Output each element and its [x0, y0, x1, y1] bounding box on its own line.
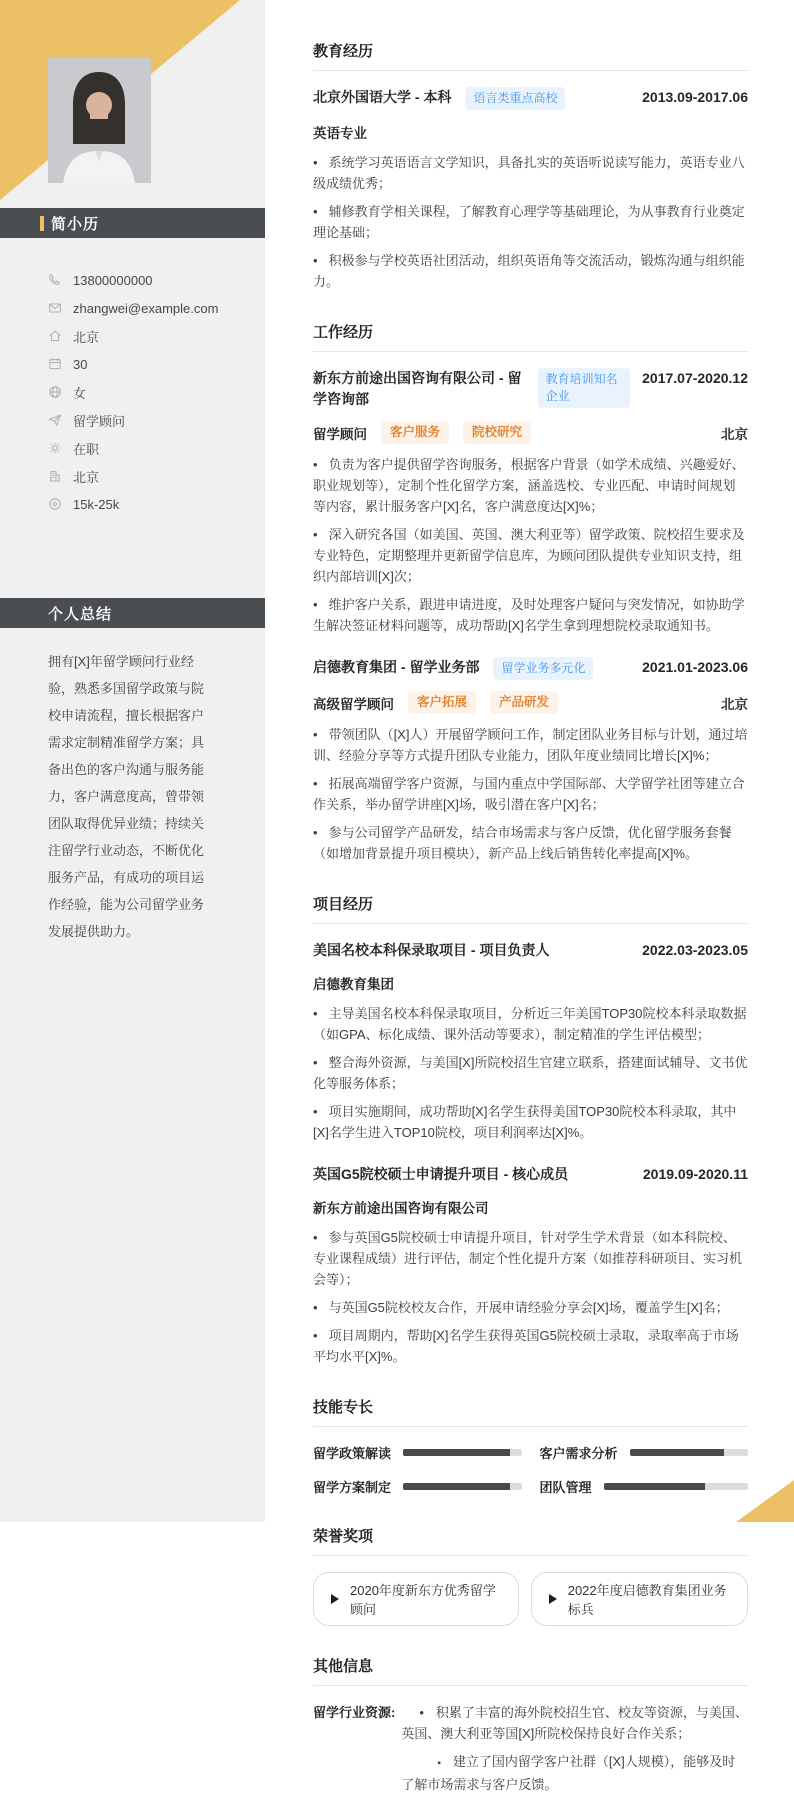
skill-grid [313, 1443, 748, 1496]
salary-icon [48, 497, 62, 511]
role-tag: 客户服务 [381, 421, 449, 444]
bullet: • 与英国G5院校校友合作，开展申请经验分享会[X]场，覆盖学生[X]名； [313, 1297, 748, 1318]
contact-item-status [48, 434, 265, 462]
profile-photo [48, 58, 151, 183]
section-title: 荣誉奖项 [313, 1525, 748, 1556]
contact-item-location [48, 322, 265, 350]
skill-bar [403, 1483, 521, 1490]
contact-value: 留学顾问 [73, 413, 126, 429]
contact-item-phone [48, 266, 265, 294]
work-location: 北京 [721, 426, 748, 442]
bullet: • 整合海外资源，与美国[X]所院校招生官建立联系，搭建面试辅导、文书优化等服务体系； [313, 1052, 748, 1094]
skill-bar [630, 1449, 748, 1456]
project-name: 美国名校本科保录取项目 - 项目负责人 [313, 942, 550, 958]
age-icon [48, 357, 62, 371]
summary-header [0, 598, 265, 628]
resume-main [265, 0, 794, 1802]
summary-text: 拥有[X]年留学顾问行业经验，熟悉多国留学政策与院校申请流程，擅长根据客户需求定制精准留学方案；具备出色的客户沟通与服务能力，客户满意度高，曾带领团队取得优异业绩；持续关注留学行业动态，不断优化服务产品，有成功的项目运作经验，能为公司留学业务发展提供助力。 [48, 654, 205, 939]
contact-value: 30 [73, 356, 88, 372]
bullet: • 积极参与学校英语社团活动，组织英语角等交流活动，锻炼沟通与组织能力。 [313, 250, 748, 292]
play-icon [331, 1594, 339, 1604]
bullet: • 参与英国G5院校硕士申请提升项目，针对学生学术背景（如本科院校、专业课程成绩）进行评估，制定个性化提升方案（如推荐科研项目、实习机会等）； [313, 1227, 748, 1290]
education-entry [313, 87, 748, 292]
bullet: • 项目周期内，帮助[X]名学生获得英国G5院校硕士录取，录取率高于市场平均水平[X]%。 [313, 1325, 748, 1367]
project-org: 启德教育集团 [313, 977, 394, 992]
bullet: • 项目实施期间，成功帮助[X]名学生获得美国TOP30院校本科录取，其中[X]名学生进入TOP10院校，项目利润率达[X]%。 [313, 1101, 748, 1143]
bullet: • 负责为客户提供留学咨询服务，根据客户背景（如学术成绩、兴趣爱好、职业规划等），定制个性化留学方案，涵盖选校、专业匹配、申请时间规划等内容，累计服务客户[X]名，客户满意度达[X]%； [313, 454, 748, 517]
school-name: 北京外国语大学 - 本科 [313, 89, 452, 105]
section-title: 其他信息 [313, 1655, 748, 1686]
contact-item-city [48, 462, 265, 490]
contact-item-email [48, 294, 265, 322]
other-label: 留学行业资源: [313, 1705, 396, 1720]
skill-label: 留学政策解读 [313, 1446, 392, 1461]
contact-value: 女 [73, 385, 87, 401]
accent-bar [40, 216, 44, 231]
phone-icon [48, 273, 62, 287]
contact-value: 北京 [73, 329, 100, 345]
project-entry [313, 1164, 748, 1367]
project-date: 2019.09-2020.11 [642, 1166, 748, 1182]
skill-item [313, 1443, 522, 1462]
section-education [313, 40, 748, 292]
work-entry [313, 368, 748, 636]
major: 英语专业 [313, 126, 367, 141]
play-icon [549, 1594, 557, 1604]
role-tag: 客户拓展 [408, 691, 476, 714]
contact-value: zhangwei@example.com [73, 300, 219, 316]
skill-item [313, 1477, 522, 1496]
honor-item [531, 1572, 748, 1626]
company-name: 新东方前途出国咨询有限公司 - 留学咨询部 [313, 370, 522, 407]
bullet: • 系统学习英语语言文学知识，具备扎实的英语听说读写能力，英语专业八级成绩优秀； [313, 152, 748, 194]
candidate-name: 简小历 [51, 215, 100, 233]
bullet: • 拓展高端留学客户资源，与国内重点中学国际部、大学留学社团等建立合作关系，举办留学讲座[X]场，吸引潜在客户[X]名； [313, 773, 748, 815]
sidebar [0, 0, 265, 1522]
job-title-icon [48, 413, 62, 427]
city-icon [48, 469, 62, 483]
school-badge: 语言类重点高校 [465, 87, 565, 110]
project-org: 新东方前途出国咨询有限公司 [313, 1201, 489, 1216]
contact-item-gender [48, 378, 265, 406]
name-header [0, 208, 265, 238]
section-other [313, 1655, 748, 1802]
skill-label: 留学方案制定 [313, 1480, 392, 1495]
status-icon [48, 441, 62, 455]
role-title: 留学顾问 [313, 426, 367, 442]
section-title: 项目经历 [313, 893, 748, 924]
project-name: 英国G5院校硕士申请提升项目 - 核心成员 [313, 1166, 569, 1182]
company-badge: 留学业务多元化 [493, 657, 593, 680]
bullet: ▪ 建立了国内留学客户社群（[X]人规模），能够及时了解市场需求与客户反馈。 [401, 1751, 748, 1795]
education-date: 2013.09-2017.06 [642, 89, 748, 105]
contact-item-salary [48, 490, 265, 518]
skill-item [540, 1477, 749, 1496]
person-silhouette [48, 58, 151, 183]
work-date: 2017.07-2020.12 [642, 370, 748, 386]
contact-value: 在职 [73, 441, 100, 457]
contact-list [48, 266, 265, 518]
skill-bar [604, 1483, 748, 1490]
section-title: 技能专长 [313, 1396, 748, 1427]
contact-value: 13800000000 [73, 272, 153, 288]
bullet: • 主导美国名校本科保录取项目，分析近三年美国TOP30院校本科录取数据（如GPA、标化成绩、课外活动等要求），制定精准的学生评估模型； [313, 1003, 748, 1045]
work-entry [313, 657, 748, 864]
contact-value: 15k-25k [73, 496, 120, 512]
skill-label: 客户需求分析 [539, 1446, 618, 1461]
contact-item-job-title [48, 406, 265, 434]
project-date: 2022.03-2023.05 [642, 942, 748, 958]
role-tag: 院校研究 [463, 421, 531, 444]
mail-icon [48, 301, 62, 315]
skill-label: 团队管理 [539, 1480, 592, 1495]
honor-item [313, 1572, 519, 1626]
section-title: 教育经历 [313, 40, 748, 71]
home-icon [48, 329, 62, 343]
section-honors [313, 1525, 748, 1626]
section-work [313, 321, 748, 864]
work-location: 北京 [721, 696, 748, 712]
bullet: • 积累了丰富的海外院校招生官、校友等资源，与美国、英国、澳大利亚等国[X]所院校保持良好合作关系； [401, 1702, 748, 1744]
section-skills [313, 1396, 748, 1496]
skill-bar [403, 1449, 521, 1456]
honor-label: 2022年度启德教育集团业务标兵 [567, 1583, 727, 1617]
work-date: 2021.01-2023.06 [642, 659, 748, 675]
honor-label: 2020年度新东方优秀留学顾问 [350, 1583, 496, 1617]
skill-item [540, 1443, 749, 1462]
bullet: • 参与公司留学产品研发，结合市场需求与客户反馈，优化留学服务套餐（如增加背景提升项目模块），新产品上线后销售转化率提高[X]%。 [313, 822, 748, 864]
bullet: • 带领团队（[X]人）开展留学顾问工作，制定团队业务目标与计划，通过培训、经验分享等方式提升团队专业能力，团队年度业绩同比增长[X]%； [313, 724, 748, 766]
summary-title: 个人总结 [48, 605, 113, 623]
contact-item-age [48, 350, 265, 378]
bullet: • 辅修教育学相关课程，了解教育心理学等基础理论，为从事教育行业奠定理论基础； [313, 201, 748, 243]
role-tag: 产品研发 [490, 691, 558, 714]
gender-icon [48, 385, 62, 399]
company-name: 启德教育集团 - 留学业务部 [313, 659, 480, 675]
section-projects [313, 893, 748, 1367]
company-badge: 教育培训知名企业 [538, 368, 630, 408]
bullet: • 深入研究各国（如美国、英国、澳大利亚等）留学政策、院校招生要求及专业特色，定期整理并更新留学信息库，为顾问团队提供专业知识支持，组织内部培训[X]次； [313, 524, 748, 587]
bullet: • 维护客户关系，跟进申请进度，及时处理客户疑问与突发情况，如协助学生解决签证材料问题等，成功帮助[X]名学生拿到理想院校录取通知书。 [313, 594, 748, 636]
contact-value: 北京 [73, 469, 100, 485]
section-title: 工作经历 [313, 321, 748, 352]
role-title: 高级留学顾问 [313, 696, 394, 712]
project-entry [313, 940, 748, 1143]
